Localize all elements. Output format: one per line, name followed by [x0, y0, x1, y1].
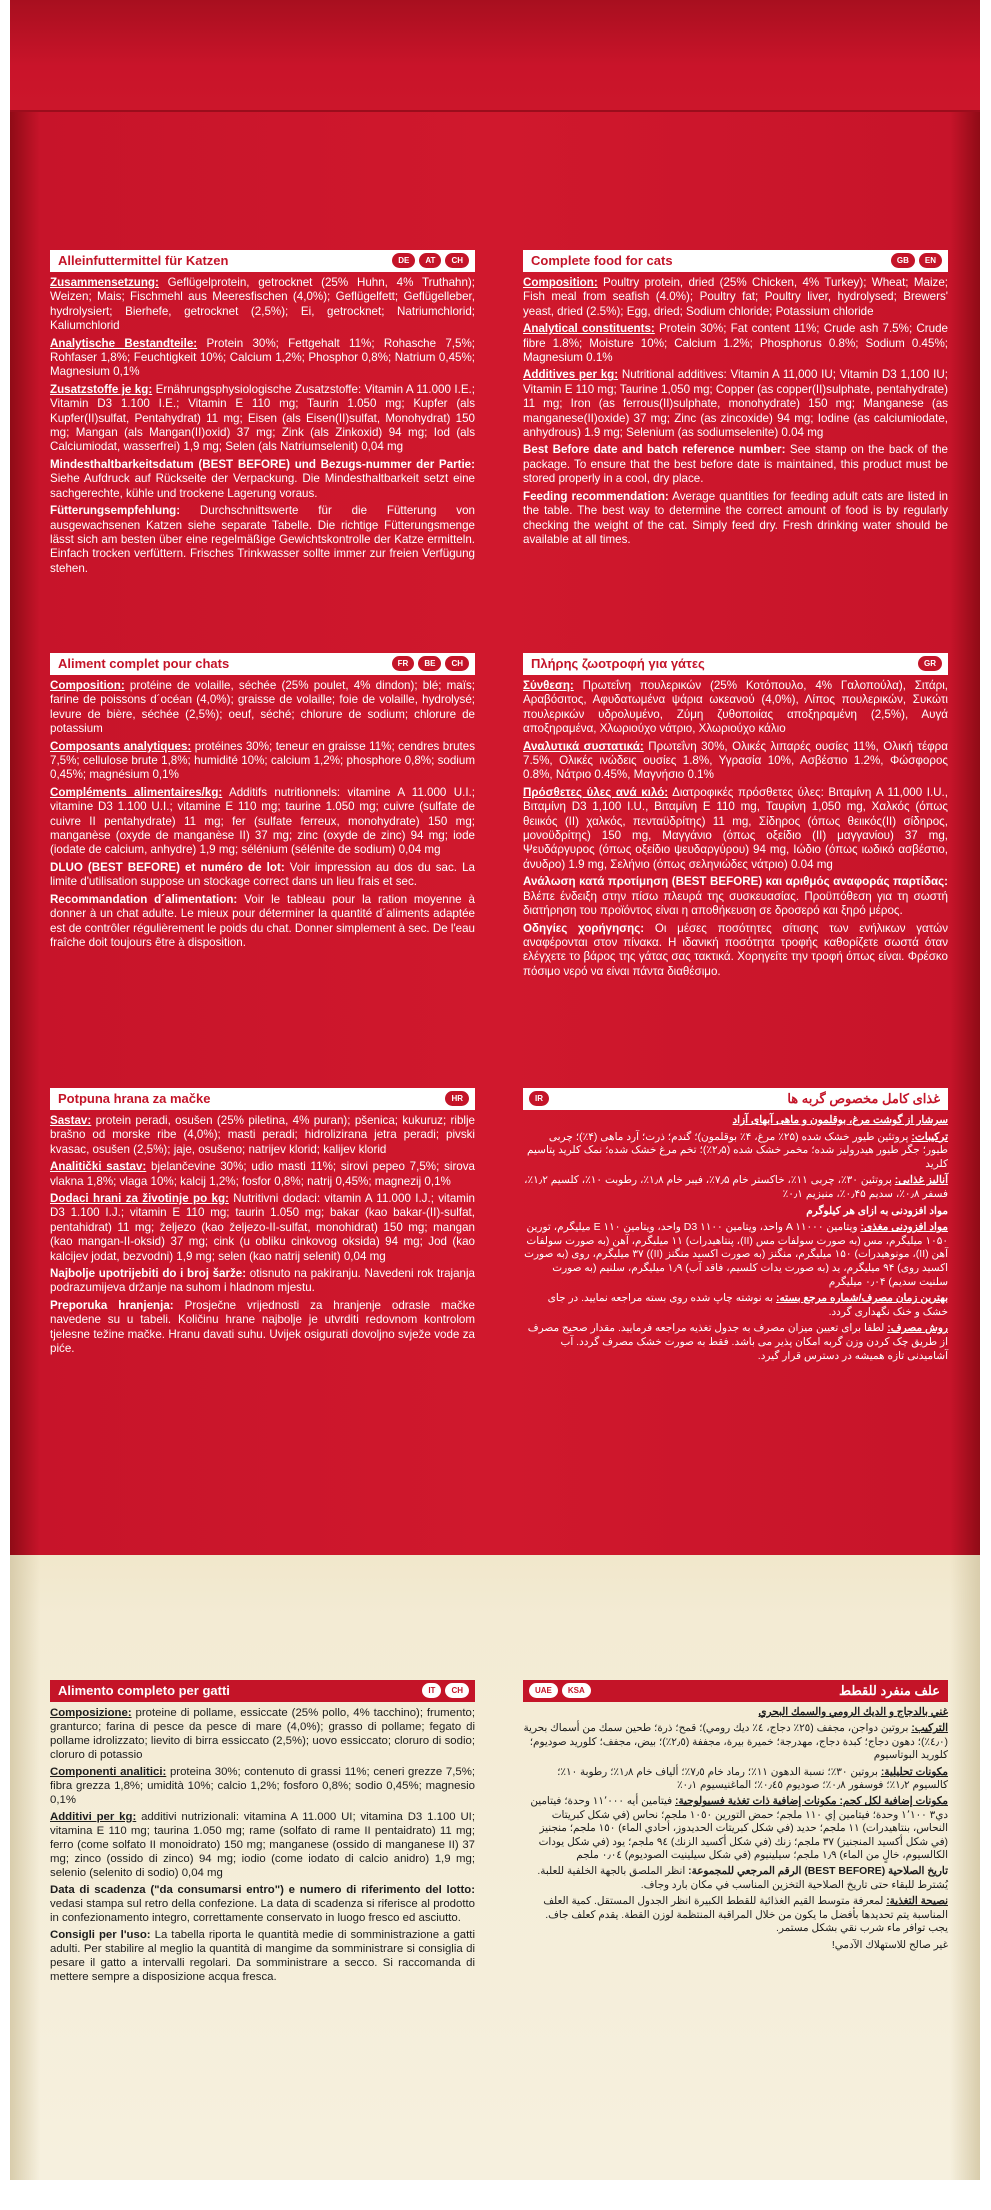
- paragraph-label: غني بالدجاج و الديك الرومي والسمك البحري: [758, 1707, 948, 1718]
- label-paragraph: [523, 368, 948, 440]
- country-badges: [918, 656, 942, 671]
- panel-title-text: Alleinfuttermittel für Katzen: [58, 253, 229, 268]
- paragraph-text: Nutritional additives: Vitamin A 11,000 IU; Vitamin D3 1,100 IU; Vitamin E 110 mg; Taurine 1,050 mg; Copper (as copper(II)sulphate, pentahydrate) 11 mg; Iron (as ferrous(II)sulphate, monohydrate) 150 mg; Manganese (as manganese(II)oxide) 37 mg; Zinc (as zincoxide) 94 mg; Iodine (as calciumiodate, anhydrous) 1.9 mg; Selenium (as sodiumselenite) 0.04 mg: [523, 368, 948, 440]
- country-badge: FR: [392, 656, 415, 671]
- label-paragraph: [523, 322, 948, 365]
- bag-top-seal: [10, 0, 980, 112]
- country-badge: CH: [445, 1683, 469, 1698]
- paragraph-label: مواد افزودنی به ازای هر کیلوگرم: [806, 1204, 948, 1217]
- paragraph-text: Protein 30%; Fettgehalt 11%; Rohasche 7,5%; Rohfaser 1,8%; Feuchtigkeit 10%; Calcium 1,2%; Phosphor 0,8%; Natrium 0,45%; Magnesium 0,1%: [50, 336, 475, 379]
- paragraph-text: ویتامین A ۱۱۰۰۰ واحد، ویتامین D3 ۱۱۰۰ واحد، ویتامین E ۱۱۰ میلیگرم، تورین ۱۰۵۰ میلیگرم، مس (به صورت سولفات مس (II)، پنتاهیدرات) ۱۱ میلیگرم، آهن (به صورت سولفات آهن (II)، مونوهیدرات) ۱۵۰ میلیگرم، منگنز (به صورت اکسید منگنز (II)) ۳۷ میلیگرم، روی (به صورت اکسید روی) ۹۴ میلیگرم، ید (به صورت یدات کلسیم، فاقد آب) ۱٫۹ میلیگرم، سلنیم (به صورت سلنیت سدیم) ۰٫۰۴ میلیگرم: [524, 1221, 948, 1288]
- label-paragraph: [523, 490, 948, 548]
- label-paragraph: [523, 1722, 948, 1762]
- paragraph-text: پروتئین ۳۰٪، چربی ۱۱٪، خاکستر خام ۷٫۵٪، فیبر خام ۱٫۸٪، رطوبت ۱۰٪، کلسیم ۱٫۲٪، فسفر ۰٫۸٪، سدیم ۰٫۴۵٪، منیزیم ۰٫۱٪: [524, 1174, 948, 1200]
- country-badge: IR: [529, 1091, 549, 1106]
- paragraph-label: Najbolje upotrijebiti do i broj šarže:: [50, 1267, 247, 1281]
- label-paragraph: [50, 893, 475, 951]
- panel-persian: [523, 1088, 948, 1366]
- label-paragraph: [50, 504, 475, 576]
- paragraph-label: Best Before date and batch reference number:: [523, 443, 786, 457]
- panel-title: [523, 1680, 948, 1702]
- paragraph-text: Average quantities for feeding adult cats are listed in the table. The best way to determine the correct amount of food is by regularly checking the weight of the cat. Simply feed dry. Fresh drinking water should be available at all times.: [523, 489, 948, 546]
- paragraph-text: Geflügelprotein, getrocknet (25% Huhn, 4% Truthahn); Weizen; Mais; Fischmehl aus Meeresfischen (4,0%); Geflügelfett; Geflügelleber, hydrolysiert; Bierhefe, getrocknet (2,5%); Ei, getrocknet; Natriumchlorid; Kaliumchlorid: [50, 276, 475, 333]
- label-paragraph: [523, 1174, 948, 1201]
- paragraph-text: Durchschnittswerte für die Fütterung von ausgewachsenen Katzen siehe separate Tabelle. Die richtige Fütterungsmenge lässt sich am besten über eine regelmäßige Gewichtskontrolle der Katze ermitteln. Einfach trocken verfüttern. Frisches Trinkwasser sollte immer zur freien Verfügung stehen.: [50, 504, 475, 575]
- paragraph-text: Voir le tableau pour la ration moyenne à donner à un chat adulte. Le mieux pour déterminer la quantité d´aliments adaptée est de contrôler régulièrement le poids du chat. Donner simplement à sec. De l'eau fraîche doit toujours être à disposition.: [50, 892, 475, 949]
- label-paragraph: [50, 1928, 475, 1984]
- country-badge: CH: [445, 656, 469, 671]
- paragraph-label: مكونات تحليلية:: [880, 1766, 948, 1778]
- label-paragraph: [523, 1795, 948, 1862]
- paragraph-label: Additives per kg:: [523, 368, 619, 382]
- label-paragraph: [50, 337, 475, 380]
- paragraph-label: آنالیز غذایی:: [894, 1174, 948, 1187]
- country-badge: GR: [918, 656, 942, 671]
- paragraph-text: protéine de volaille, séchée (25% poulet, 4% dindon); blé; maïs; farine de poissons d´océan (4,0%); graisse de volaille; foie de volaille, hydrolysé; levure de bière, séchée (2,5%); oeuf, séché; chlorure de sodium; chlorure de potassium: [50, 679, 475, 736]
- label-paragraph: [50, 1765, 475, 1807]
- panel-title: [50, 250, 475, 272]
- paragraph-text: Πρωτεΐνη 30%, Ολικές λιπαρές ουσίες 11%, Ολική τέφρα 7.5%, Ολικές ινώδεις ουσίες 1.8%, Υγρασία 10%, Ασβέστιο 1.2%, Φώσφορος 0.8%, Νάτριο 0.45%, Μαγνήσιο 0.1%: [523, 739, 948, 782]
- label-paragraph: [50, 1883, 475, 1925]
- paragraph-text: Διατροφικές πρόσθετες ύλες: Βιταμίνη A 11,000 I.U., Βιταμίνη D3 1,100 I.U., Βιταμίνη E 110 mg, Ταυρίνη 1,050 mg, Χαλκός (όπως θειικός (II) χαλκός, πενταϋδρίτης) 11 mg, Σίδηρος (όπως θειικός(II) σίδηρος, μονοϋδρίτης) 150 mg, Μαγγάνιο (όπως οξείδιο (II) μαγγανίου) 37 mg, Ψευδάργυρος (όπως οξείδιο ψευδαργύρου) 94 mg, Ιώδιο (όπως ιωδικό ασβέστιο, άνυδρο) 1.9 mg, Σελήνιο (όπως σεληνιώδες νάτριο) 0.04 mg: [523, 785, 948, 871]
- paragraph-label: Composition:: [523, 276, 598, 289]
- label-paragraph: [523, 1114, 948, 1128]
- label-paragraph: [523, 740, 948, 783]
- label-paragraph: [50, 1810, 475, 1880]
- paragraph-label: Zusammensetzung:: [50, 276, 159, 289]
- paragraph-label: Dodaci hrani za životinje po kg:: [50, 1192, 229, 1206]
- paragraph-text: protéines 30%; teneur en graisse 11%; cendres brutes 7,5%; cellulose brute 1,8%; humidité 10%; calcium 1,2%; phosphore 0,8%; sodium 0,45%; magnésium 0,1%: [50, 739, 475, 782]
- paragraph-text: See stamp on the back of the package. To ensure that the best before date is maintained, this product must be stored properly in a cool, dry place.: [523, 443, 948, 486]
- paragraph-text: بروتين ۳۰٪؛ نسبة الدهون ۱۱٪؛ رماد خام ۷٫٥٪؛ ألياف خام ۱٫۸٪؛ رطوبة ۱۰٪؛ كالسيوم ۱٫۲٪؛ فوسفور ۰٫۸٪؛ صوديوم ۰٫٤٥٪؛ الماغنيسيوم ۰٫۱٪: [557, 1766, 948, 1792]
- paragraph-label: بهترین زمان مصرف/شماره مرجع بسته:: [776, 1292, 948, 1305]
- panel-italian: [50, 1680, 475, 1987]
- label-paragraph: [523, 1131, 948, 1172]
- paragraph-text: Οι μέσες ποσότητες σίτισης των ενήλικων γατών αναφέρονται στον πίνακα. Η ιδανική ποσότητα τροφής καθορίζετε σωστά όταν ελέγχετε το βάρος της γάτας σας τακτικά. Χορηγείτε την τροφή όπως είναι. Φρέσκο πόσιμο νερό να είναι πάντα διαθέσιμο.: [523, 921, 949, 978]
- paragraph-text: Voir impression au dos du sac. La limite d'utilisation suppose un stockage correct dans un lieu frais et sec.: [50, 860, 475, 889]
- panel-title-text: Potpuna hrana za mačke: [58, 1091, 211, 1106]
- paragraph-text: Prosječne vrijednosti za hranjenje odrasle mačke navedene su u tabeli. Količinu hrane najbolje je utvrditi redovnom kontrolom tjelesne težine mačke. Hranu davati suhu. Uvijek osigurati dovoljno svježe vode za piće.: [50, 1298, 475, 1356]
- country-badges: [529, 1091, 549, 1106]
- label-paragraph: [50, 861, 475, 890]
- panel-title: [523, 250, 948, 272]
- label-paragraph: [523, 875, 948, 918]
- paragraph-label: نصيحة التغذية:: [886, 1896, 948, 1908]
- panel-french: [50, 653, 475, 953]
- paragraph-text: Additifs nutritionnels: vitamine A 11.000 U.I.; vitamine D3 1.100 U.I.; vitamine E 110 mg; taurine 1.050 mg; cuivre (sulfate de cuivre II pentahydrate) 11 mg; fer (sulfate ferreux, monohydrate) 150 mg; manganèse (oxyde de manganèse II) 37 mg; zinc (oxyde de zinc) 94 mg; iode (iodate de calcium, anhydre) 1,9 mg; sélénium (sélénite de sodium) 0,04 mg: [50, 785, 475, 857]
- paragraph-text: Poultry protein, dried (25% Chicken, 4% Turkey); Wheat; Maize; Fish meal from seafish (4.0%); Poultry fat; Poultry liver, hydrolysed; Brewers' yeast, dried (2.5%); Egg, dried; Sodium chloride; Potassium chloride: [523, 276, 948, 318]
- label-paragraph: [50, 786, 475, 858]
- country-badges: [891, 253, 942, 268]
- panel-english: [523, 250, 948, 550]
- paragraph-text: protein peradi, osušen (25% piletina, 4% puran); pšenica; kukuruz; riblje brašno od morske ribe (4,0%); masti peradi; hidrolizirana jetra peradi; pivski kvasac, osušen (2,5%); jaje, osušeno; natrijev klorid; kalijev klorid: [50, 1114, 475, 1156]
- paragraph-label: مكونات إضافية لكل كجم: مكونات إضافية ذات تغذية فسيولوجية:: [675, 1796, 948, 1808]
- paragraph-label: تاريخ الصلاحية (BEST BEFORE) الرقم المرجعي للمجموعة:: [688, 1866, 948, 1878]
- label-paragraph: [523, 1322, 948, 1363]
- paragraph-label: ترکیبات:: [911, 1130, 948, 1143]
- paragraph-text: otisnuto na pakiranju. Navedeni rok trajanja podrazumijeva držanje na suhom i hladnom mjestu.: [50, 1267, 476, 1295]
- label-paragraph: [50, 276, 475, 334]
- label-paragraph: [50, 740, 475, 783]
- panel-croatian: [50, 1088, 475, 1360]
- country-badges: [529, 1683, 591, 1698]
- paragraph-label: روش مصرف:: [887, 1322, 948, 1335]
- paragraph-text: proteine di pollame, essiccate (25% pollo, 4% tacchino); frumento; granturco; farina di pesce da pesce di mare (4,0%); grasso di pollame; fegato di pollame idrolizzato; lievito di birra essiccato (2,5%); uovo essiccato; cloruro di sodio; cloruro di potassio: [50, 1707, 475, 1761]
- country-badge: KSA: [562, 1683, 591, 1698]
- bag-edge-shadow-left: [10, 1555, 40, 2180]
- paragraph-label: DLUO (BEST BEFORE) et numéro de lot:: [50, 860, 285, 874]
- paragraph-label: Preporuka hranjenja:: [50, 1298, 174, 1312]
- paragraph-label: Additivi per kg:: [50, 1811, 137, 1823]
- panel-title: [50, 1680, 475, 1702]
- paragraph-label: Feeding recommendation:: [523, 489, 669, 503]
- label-paragraph: [50, 1192, 475, 1264]
- country-badge: AT: [419, 253, 441, 268]
- panel-title-text: Aliment complet pour chats: [58, 656, 230, 671]
- label-paragraph: [523, 922, 948, 980]
- panel-title: [523, 653, 948, 675]
- paragraph-label: Πρόσθετες ύλες ανά κιλό:: [523, 785, 669, 799]
- paragraph-text: بروتين دواجن، مجفف (۲٥٪ دجاج، ٤٪ ديك رومي)؛ قمح؛ ذرة؛ طحين سمك من أسماك بحرية (٤٫۰٪)؛ دهون دجاج؛ كبدة دجاج، مهدرجة؛ خميرة بيرة، مجففة (۲٫٥٪)؛ بيض، مجفف؛ كلوريد صوديوم؛ كلوريد البوتاسيوم: [523, 1723, 948, 1762]
- paragraph-label: Ανάλωση κατά προτίμηση (BEST BEFORE) και αριθμός αναφοράς παρτίδας:: [523, 875, 948, 889]
- label-paragraph: [523, 1865, 948, 1892]
- paragraph-text: Protein 30%; Fat content 11%; Crude ash 7.5%; Crude fibre 1.8%; Moisture 10%; Calcium 1.2%; Phosphorus 0.8%; Sodium 0.45%; Magnesium 0.1%: [523, 322, 948, 365]
- paragraph-label: Σύνθεση:: [523, 679, 574, 692]
- country-badge: CH: [445, 253, 469, 268]
- paragraph-label: Analytical constituents:: [523, 322, 655, 336]
- country-badge: UAE: [529, 1683, 558, 1698]
- paragraph-label: Recommandation d´alimentation:: [50, 892, 238, 906]
- label-paragraph: [50, 383, 475, 455]
- paragraph-label: Composition:: [50, 679, 125, 692]
- country-badge: HR: [445, 1091, 469, 1106]
- paragraph-label: Mindesthaltbarkeitsdatum (BEST BEFORE) und Bezugs-nummer der Partie:: [50, 457, 475, 471]
- country-badge: BE: [418, 656, 441, 671]
- panel-title: [523, 1088, 948, 1110]
- paragraph-label: Componenti analitici:: [50, 1766, 167, 1778]
- paragraph-text: فيتامين أيه ۱۱٬۰۰۰ وحدة؛ فيتامين دي۳ ۱٬۱۰۰ وحدة؛ فيتامين إي ۱۱۰ ملجم؛ حمض التورين ۱۰٥۰ ملجم؛ نحاس (في شكل كبريتات النحاس، بنتاهيدرات) ۱۱ ملجم؛ حديد (في شكل كبريتات الحديدوز، أحادي الماء) ۱٥۰ ملجم؛ منجنيز (في شكل أكسيد المنجنيز) ۳۷ ملجم؛ زنك (في شكل أكسيد الزنك) ۹٤ ملجم؛ يود (في شكل يودات الكالسيوم، خالٍ من الماء) ۱٫۹ ملجم؛ سيلينيوم (في شكل سيلينيت الصوديوم) ۰٫۰٤ ملجم: [530, 1796, 948, 1862]
- paragraph-label: مواد افزودنی مغذی:: [860, 1221, 948, 1234]
- paragraph-label: Analitički sastav:: [50, 1160, 147, 1174]
- panel-arabic: [523, 1680, 948, 1955]
- paragraph-label: Compléments alimentaires/kg:: [50, 785, 223, 799]
- panel-title: [50, 1088, 475, 1110]
- panel-title-text: Alimento completo per gatti: [58, 1683, 230, 1698]
- paragraph-text: proteina 30%; contenuto di grassi 11%; ceneri grezze 7,5%; fibra grezza 1,8%; umidità 10%; calcio 1,2%; fosforo 0,8%; sodio 0,45%; magnesio 0,1%: [50, 1766, 475, 1806]
- paragraph-label: التركيب:: [911, 1723, 948, 1735]
- paragraph-text: Βλέπε ένδειξη στην πίσω πλευρά της συσκευασίας. Προϋπόθεση για τη σωστή διατήρηση του προϊόντος είναι η αποθήκευση σε δροσερό και ξηρό μέρος.: [523, 889, 948, 918]
- paragraph-label: Composants analytiques:: [50, 739, 192, 753]
- country-badges: [392, 656, 469, 671]
- label-paragraph: [523, 1221, 948, 1289]
- paragraph-text: پروتئین طیور خشک شده (۲۵٪ مرغ، ۴٪ بوقلمون)؛ گندم؛ ذرت؛ آرد ماهی (۴٪)؛ چربی طیور؛ جگر طیور هیدرولیز شده؛ مخمر خشک شده (۲٫۵٪)؛ تخم مرغ خشک شده؛ نمک کلرید پتاسیم کلرید: [526, 1130, 948, 1170]
- paragraph-label: Composizione:: [50, 1707, 132, 1719]
- paragraph-label: Οδηγίες χορήγησης:: [523, 921, 645, 935]
- paragraph-text: انظر الملصق بالجهة الخلفية للعلبة. يُشترط للبقاء حتى تاريخ الصلاحية التخزين المناسب في مكان بارد وجاف.: [537, 1866, 948, 1891]
- country-badge: DE: [392, 253, 415, 268]
- paragraph-label: Zusatzstoffe je kg:: [50, 382, 153, 396]
- label-paragraph: [523, 1895, 948, 1935]
- paragraph-text: La tabella riporta le quantità medie di somministrazione a gatti adulti. Per stabilire al meglio la quantità di mangime da somministrare si consiglia di pesare il gatto a intervalli regolari. Da somministrare a secco. Si raccomanda di mettere sempre a disposizione acqua fresca.: [50, 1929, 475, 1983]
- label-paragraph: [523, 1939, 948, 1952]
- paragraph-text: لطفا برای تعیین میزان مصرف به جدول تغذیه مراجعه فرمایید. مقدار صحیح مصرف از طریق چک کردن وزن گربه امکان پذیر می باشد. فقط به صورت خشک مصرف گردد. آب آشامیدنی تازه همیشه در دسترس قرار گیرد.: [527, 1322, 948, 1362]
- panel-title-text: علف منفرد للقطط: [838, 1683, 940, 1698]
- panel-title-text: غذای کامل مخصوص گربه ها: [787, 1091, 940, 1106]
- paragraph-text: لمعرفة متوسط القيم الغذائية للقطط الكبيرة انظر الجدول المستقل. كمية العلف المناسبة يتم تحديدها بأفضل ما يكون من خلال المراقبة المنتظمة لوزن القطة. يقدم كعلف جاف. يجب توافر ماء شرب نقي بشكل مستمر.: [543, 1896, 948, 1935]
- label-paragraph: [50, 1267, 475, 1296]
- paragraph-text: Siehe Aufdruck auf Rückseite der Verpackung. Die Mindesthaltbarkeit setzt eine sachgerechte, kühle und trockene Lagerung voraus.: [50, 472, 475, 500]
- label-paragraph: [523, 1766, 948, 1793]
- paragraph-label: Sastav:: [50, 1114, 92, 1127]
- label-paragraph: [523, 1706, 948, 1719]
- label-paragraph: [523, 1205, 948, 1219]
- paragraph-text: به نوشته چاپ شده روی بسته مراجعه نمایید. در جای خشک و خنک نگهداری گردد.: [547, 1292, 948, 1318]
- paragraph-label: Analytische Bestandteile:: [50, 336, 198, 350]
- label-paragraph: [50, 679, 475, 737]
- label-paragraph: [523, 679, 948, 737]
- country-badge: IT: [422, 1683, 441, 1698]
- label-paragraph: [50, 1160, 475, 1189]
- country-badge: GB: [891, 253, 915, 268]
- country-badges: [445, 1091, 469, 1106]
- label-paragraph: [50, 1299, 475, 1357]
- paragraph-text: additivi nutrizionali: vitamina A 11.000 UI; vitamina D3 1.100 UI; vitamina E 110 mg; taurina 1.050 mg; rame (solfato di rame II pentaidrato) 11 mg; ferro (come solfato II monoidrato) 150 mg; manganese (ossido di manganese II) 37 mg; zinco (ossido di zinco) 94 mg; iodio (come iodato di calcio anidro) 1,9 mg; selenio (selenito di sodio) 0,04 mg: [50, 1811, 475, 1879]
- label-paragraph: [523, 786, 948, 872]
- paragraph-text: bjelančevine 30%; udio masti 11%; sirovi pepeo 7,5%; sirova vlakna 1,8%; vlaga 10%; kalcij 1,2%; fosfor 0,8%; natrij 0,45%; magnezij 0,1%: [50, 1160, 475, 1188]
- paragraph-label: Αναλυτικά συστατικά:: [523, 739, 644, 753]
- paragraph-label: Fütterungsempfehlung:: [50, 504, 181, 518]
- paragraph-text: Ernährungsphysiologische Zusatzstoffe: Vitamin A 11.000 I.E.; Vitamin D3 1.100 I.E.; Vitamin E 110 mg; Taurin 1.050 mg; Kupfer (als Kupfer(II)sulfat, Pentahydrat) 11 mg; Eisen (als Eisen(II)sulfat, Monohydrat) 150 mg; Mangan (als Mangan(II)oxid) 37 mg; Zink (als Zinkoxid) 94 mg; Iod (als Calciumiodat, wasserfrei) 1,9 mg; Selen (als Natriumselenit) 0,04 mg: [50, 382, 475, 454]
- panel-greek: [523, 653, 948, 982]
- bag-edge-shadow-right: [950, 1555, 980, 2180]
- label-paragraph: [523, 1292, 948, 1319]
- label-paragraph: [523, 276, 948, 319]
- panel-title-text: Complete food for cats: [531, 253, 673, 268]
- panel-title: [50, 653, 475, 675]
- pet-food-bag-back: [10, 0, 980, 2180]
- label-paragraph: [523, 443, 948, 486]
- country-badges: [422, 1683, 469, 1698]
- label-paragraph: [50, 1706, 475, 1762]
- paragraph-text: Nutritivni dodaci: vitamin A 11.000 I.J.; vitamin D3 1.100 I.J.; vitamin E 110 mg; taurin 1.050 mg; bakar (kao bakar-(II)-sulfat, pentahidrat) 11 mg; željezo (kao željezo-II-sulfat, monohidrat) 150 mg; mangan (kao mangan-II-oksid) 37 mg; cink (u obliku cinkovog oksida) 94 mg; Jod (kao kalcijev jodat, bezvodni) 1,9 mg; selen (kao natrij selenit) 0,04 mg: [50, 1192, 475, 1263]
- panel-title-text: Πλήρης ζωοτροφή για γάτες: [531, 656, 705, 671]
- label-paragraph: [50, 458, 475, 501]
- paragraph-text: غير صالح للاستهلاك الآدمي!: [831, 1939, 948, 1951]
- paragraph-label: Consigli per l'uso:: [50, 1929, 151, 1941]
- country-badges: [392, 253, 469, 268]
- paragraph-text: vedasi stampa sul retro della confezione. La data di scadenza si riferisce al prodotto in confezionamento integro, correttamente conservato in luogo fresco ed asciutto.: [50, 1898, 475, 1924]
- country-badge: EN: [919, 253, 942, 268]
- paragraph-label: Data di scadenza ("da consumarsi entro") e numero di riferimento del lotto:: [50, 1884, 475, 1896]
- label-paragraph: [50, 1114, 475, 1157]
- panel-german: [50, 250, 475, 579]
- paragraph-label: سرشار از گوشت مرغ، بوقلمون و ماهی آبهای آزاد: [732, 1114, 948, 1126]
- paragraph-text: Πρωτεΐνη πουλερικών (25% Κοτόπουλο, 4% Γαλοπούλα), Σιτάρι, Αραβόσιτος, Αφυδατωμένα ψάρια ωκεανού (4,0%), Λίπος πουλερικών, Συκώτι πουλερικών υδρολυμένο, Ζύμη ζυθοποιίας αποξηραμένη (2,5%), Αυγά αποξηραμένα, Χλωριούχο νάτριο, Χλωριούχο κάλιο: [523, 679, 948, 736]
